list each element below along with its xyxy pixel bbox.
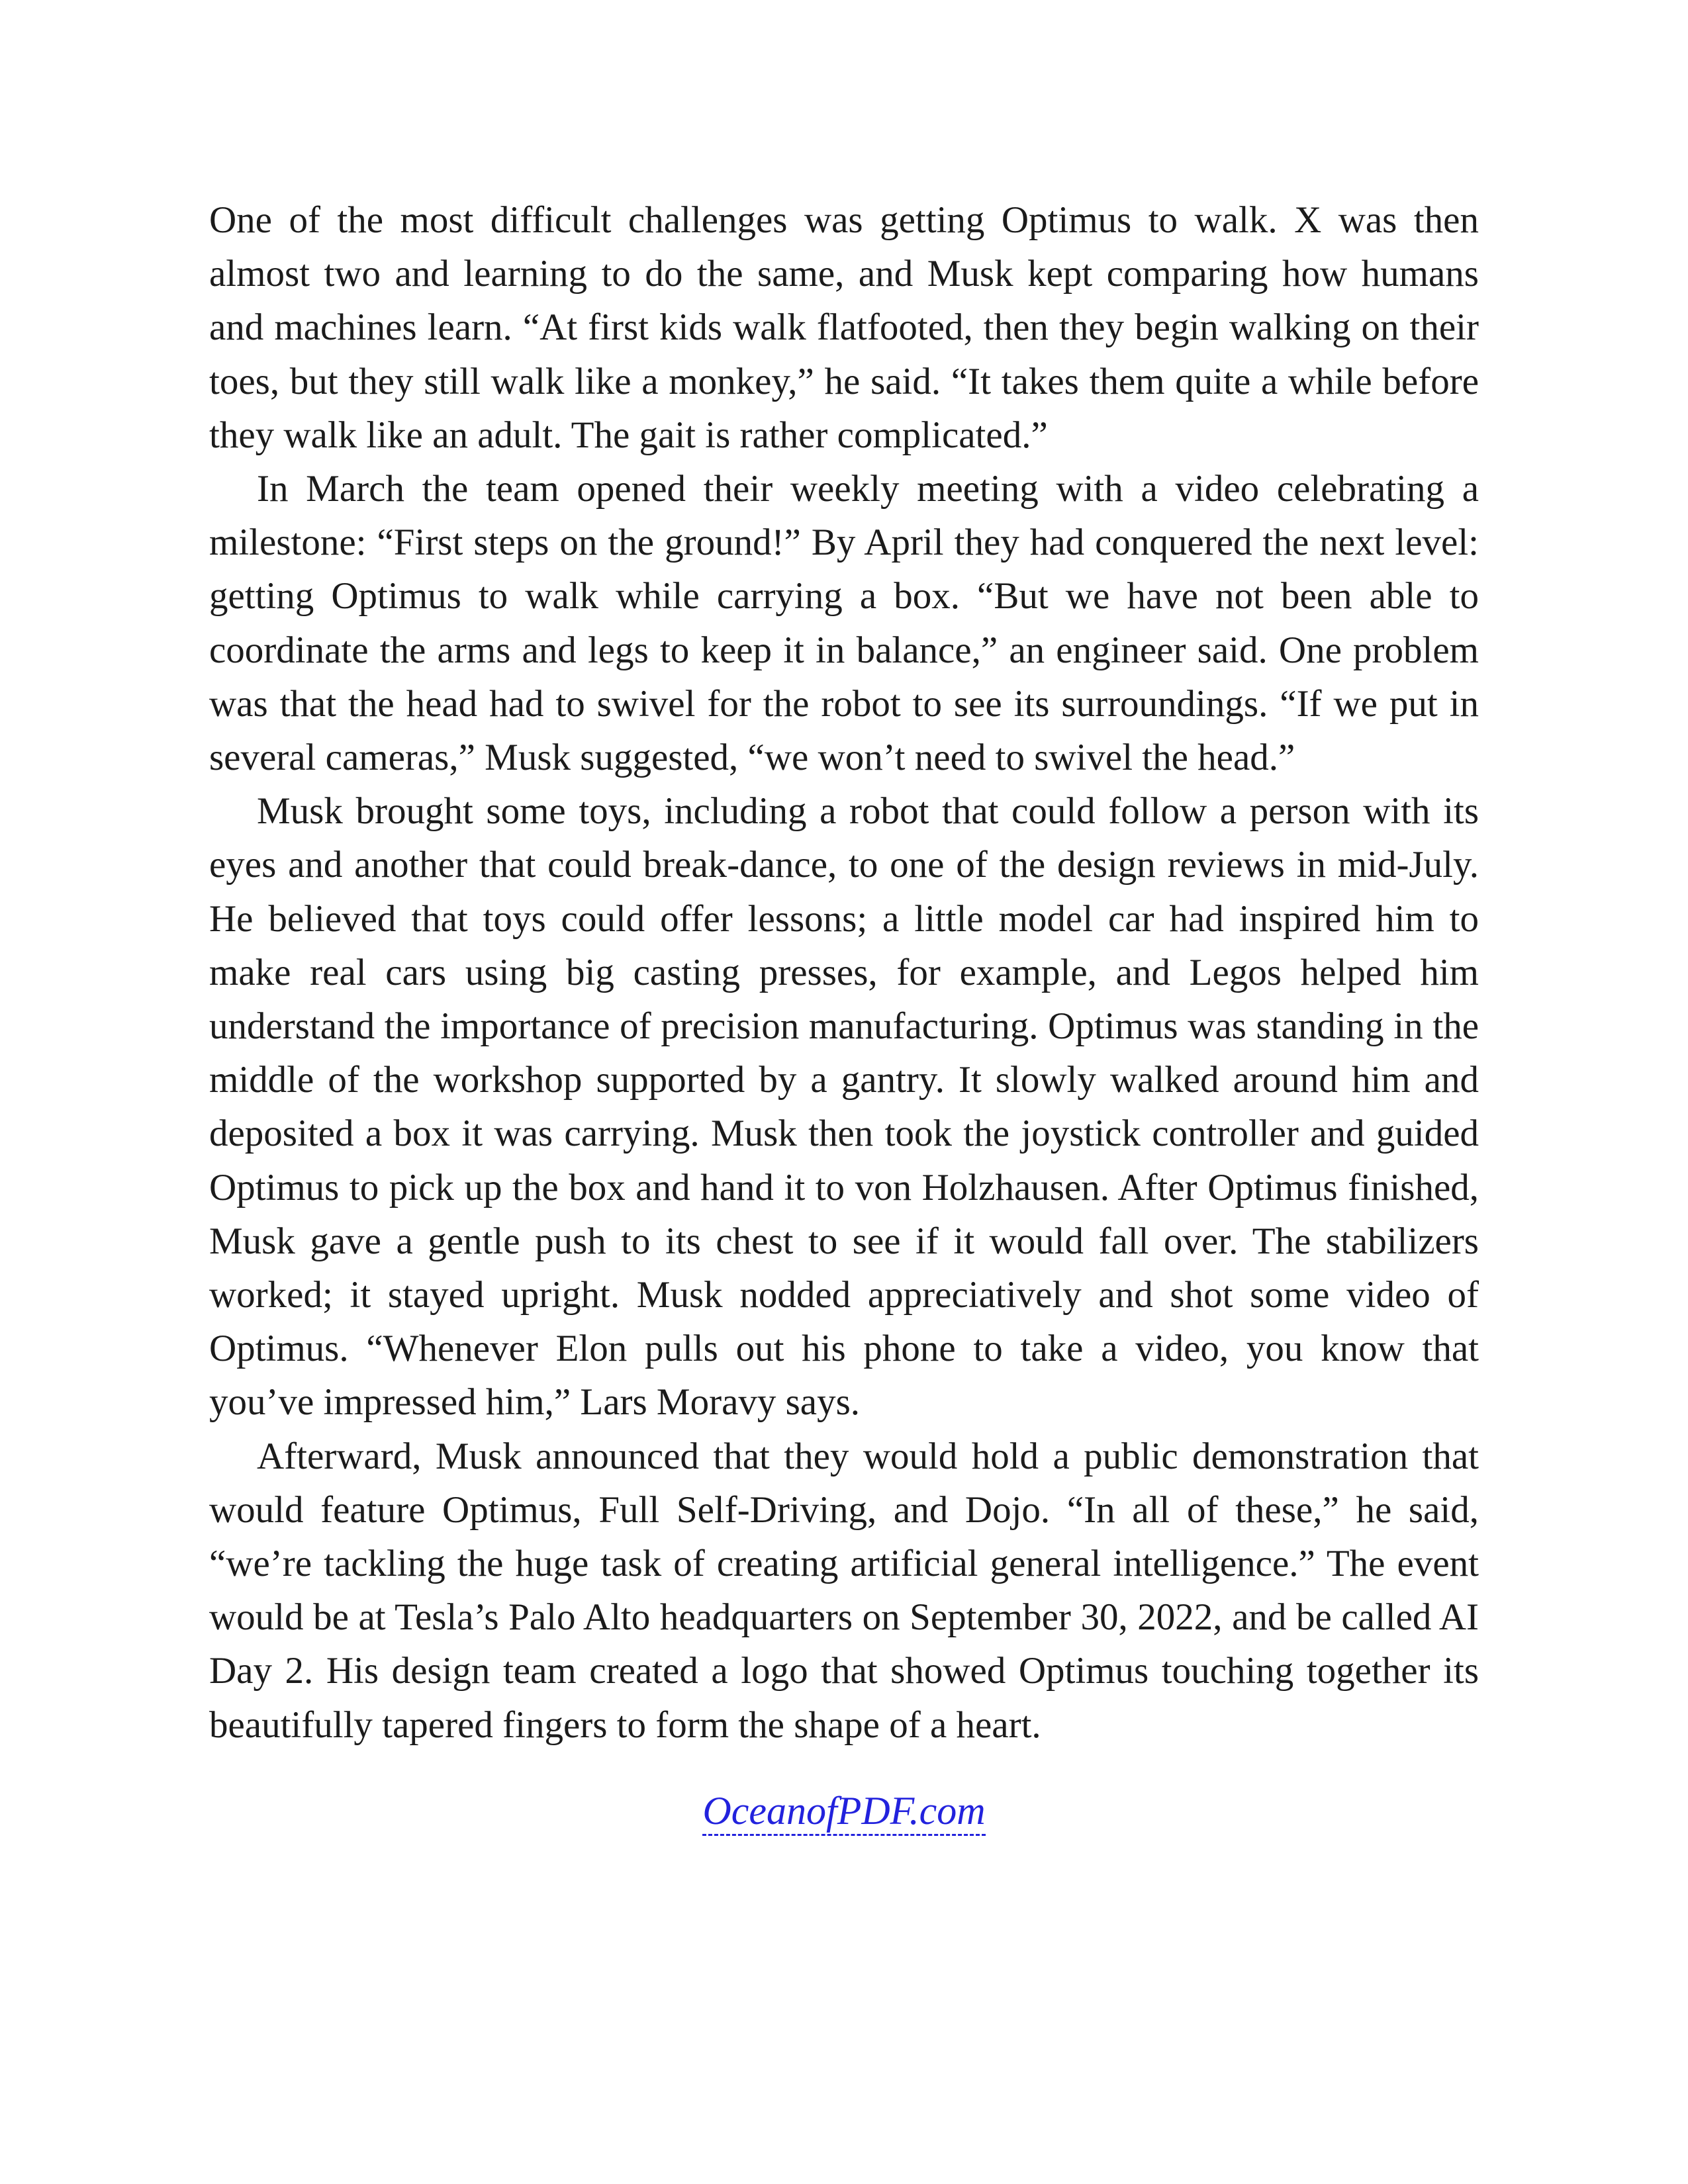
paragraph-4: Afterward, Musk announced that they would hold a public demonstration that would feature Optimus, Full Self-Driving, and Dojo. “In all of these,” he said, “we’re tackling the huge task of creating artificial general intelligence.” The event would be at Tesla’s Palo Alto headquarters on September 30, 2022, and be called AI Day 2. His design team created a logo that showed Optimus touching together its beautifully tapered fingers to form the shape of a heart. <box>209 1435 1479 1746</box>
oceanofpdf-link[interactable]: OceanofPDF.com <box>702 1789 985 1836</box>
paragraph-3: Musk brought some toys, including a robot that could follow a person with its eyes and another that could break-dance, to one of the design reviews in mid-July. He believed that toys could offer lessons; a little model car had inspired him to make real cars using big casting presses, for example, and Legos helped him understand the importance of precision manufacturing. Optimus was standing in the middle of the workshop supported by a gantry. It slowly walked around him and deposited a box it was carrying. Musk then took the joystick controller and guided Optimus to pick up the box and hand it to von Holzhausen. After Optimus finished, Musk gave a gentle push to its chest to see if it would fall over. The stabilizers worked; it stayed upright. Musk nodded appreciatively and shot some video of Optimus. “Whenever Elon pulls out his phone to take a video, you know that you’ve impressed him,” Lars Moravy says. <box>209 790 1479 1424</box>
paragraph-2: In March the team opened their weekly meeting with a video celebrating a milestone: “First steps on the ground!” By April they had conquered the next level: getting Optimus to walk while carrying a box. “But we have not been able to coordinate the arms and legs to keep it in balance,” an engineer said. One problem was that the head had to swivel for the robot to see its surroundings. “If we put in several cameras,” Musk suggested, “we won’t need to swivel the head.” <box>209 468 1479 779</box>
document-body <box>209 193 1479 1752</box>
footer <box>0 1784 1688 1837</box>
paragraph-1: One of the most difficult challenges was getting Optimus to walk. X was then almost two and learning to do the same, and Musk kept comparing how humans and machines learn. “At first kids walk flatfooted, then they begin walking on their toes, but they still walk like a monkey,” he said. “It takes them quite a while before they walk like an adult. The gait is rather complicated.” <box>209 199 1479 456</box>
